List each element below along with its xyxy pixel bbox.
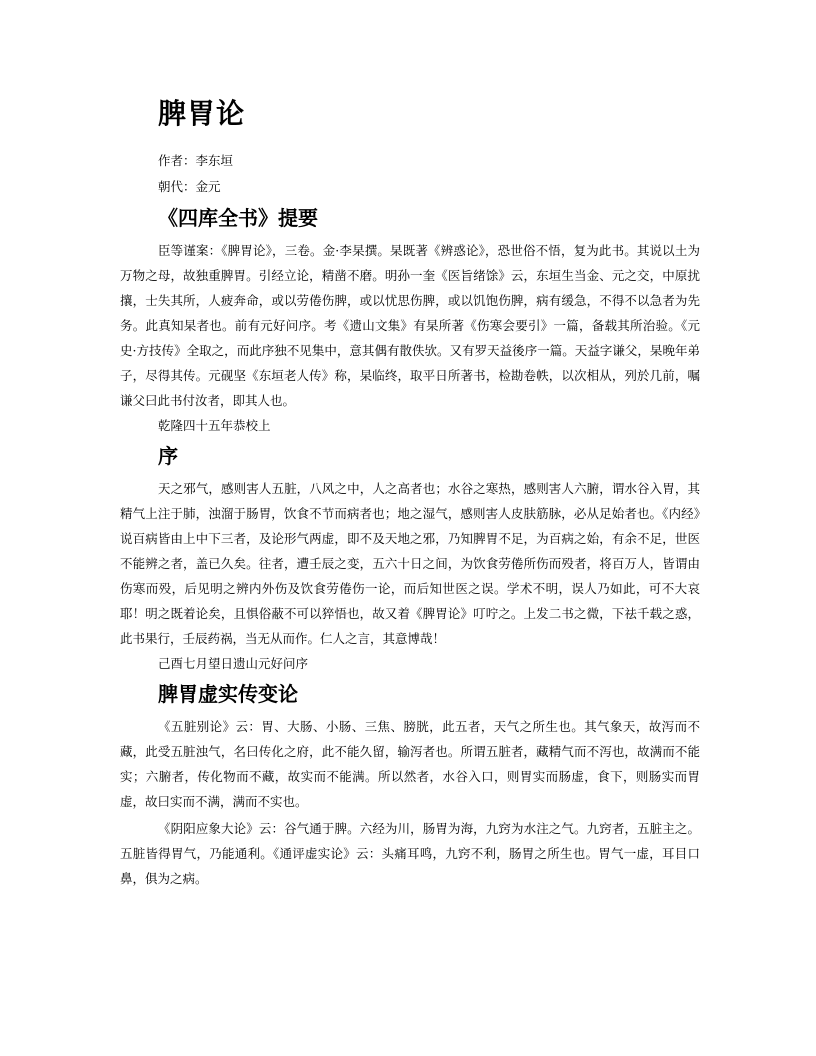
- section-paragraph: 天之邪气，感则害人五脏，八风之中，人之高者也；水谷之寒热，感则害人六腑，谓水谷入胃，其精气上注于肺，浊溜于肠胃，饮食不节而病者也；地之湿气，感则害人皮肤筋脉，必从足始者也。《内经》说百病皆由上中下三者，及论形气两虚，即不及天地之邪，乃知脾胃不足，为百病之始，有余不足，世医不能辨之者，盖已久矣。往者，遭壬辰之变，五六十日之间，为饮食劳倦所伤而殁者，将百万人，皆谓由伤寒而殁，后见明之辨内外伤及饮食劳倦伤一论，而后知世医之误。学术不明，误人乃如此，可不大哀耶！明之既着论矣，且惧俗蔽不可以猝悟也，故又着《脾胃论》叮咛之。上发二书之微，下祛千载之惑，此书果行，壬辰药祸，当无从而作。仁人之言，其意博哉！: [120, 481, 700, 646]
- section-signature: 乾隆四十五年恭校上: [158, 418, 271, 433]
- author-line: 作者：李东垣: [158, 153, 234, 168]
- section-preface: [120, 440, 700, 676]
- section-paragraph: 臣等谨案：《脾胃论》，三卷。金·李杲撰。杲既著《辨惑论》，恐世俗不悟，复为此书。其说以土为万物之母，故独重脾胃。引经立论，精凿不磨。明孙一奎《医旨绪馀》云，东垣生当金、元之交，中原扰攘，士失其所，人疲奔命，或以劳倦伤脾，或以忧思伤脾，或以饥饱伤脾，病有缓急，不得不以急者为先务。此真知杲者也。前有元好问序。考《遗山文集》有杲所著《伤寒会要引》一篇，备载其所治验。《元史·方技传》全取之，而此序独不见集中，意其偶有散佚欤。又有罗天益後序一篇。天益字谦父，杲晚年弟子，尽得其传。元砚坚《东垣老人传》称，杲临终，取平日所著书，检勘卷帙，以次相从，列於几前，嘱谦父曰此书付汝者，即其人也。: [120, 243, 700, 408]
- section-paragraph: 《五脏别论》云：胃、大肠、小肠、三焦、膀胱，此五者，天气之所生也。其气象天，故泻而不藏，此受五脏浊气，名曰传化之府，此不能久留，输泻者也。所谓五脏者，藏精气而不泻也，故满而不能实；六腑者，传化物而不藏，故实而不能满。所以然者，水谷入口，则胃实而肠虚，食下，则肠实而胃虚，故曰实而不满，满而不实也。: [120, 719, 700, 809]
- section-signature: 己酉七月望日遗山元好问序: [158, 656, 309, 671]
- section-spleen-stomach: [120, 678, 700, 891]
- document-page: [120, 92, 700, 891]
- section-heading: 序: [158, 444, 178, 468]
- page-title: 脾胃论: [158, 97, 246, 130]
- section-heading: 《四库全书》提要: [158, 206, 318, 230]
- section-heading: 脾胃虚实传变论: [158, 682, 298, 706]
- section-paragraph: 《阴阳应象大论》云：谷气通于脾。六经为川，肠胃为海，九窍为水注之气。九窍者，五脏主之。五脏皆得胃气，乃能通利。《通评虚实论》云：头痛耳鸣，九窍不利，肠胃之所生也。胃气一虚，耳目口鼻，俱为之病。: [120, 821, 700, 886]
- dynasty-line: 朝代：金元: [158, 179, 221, 194]
- section-siku-summary: [120, 202, 700, 438]
